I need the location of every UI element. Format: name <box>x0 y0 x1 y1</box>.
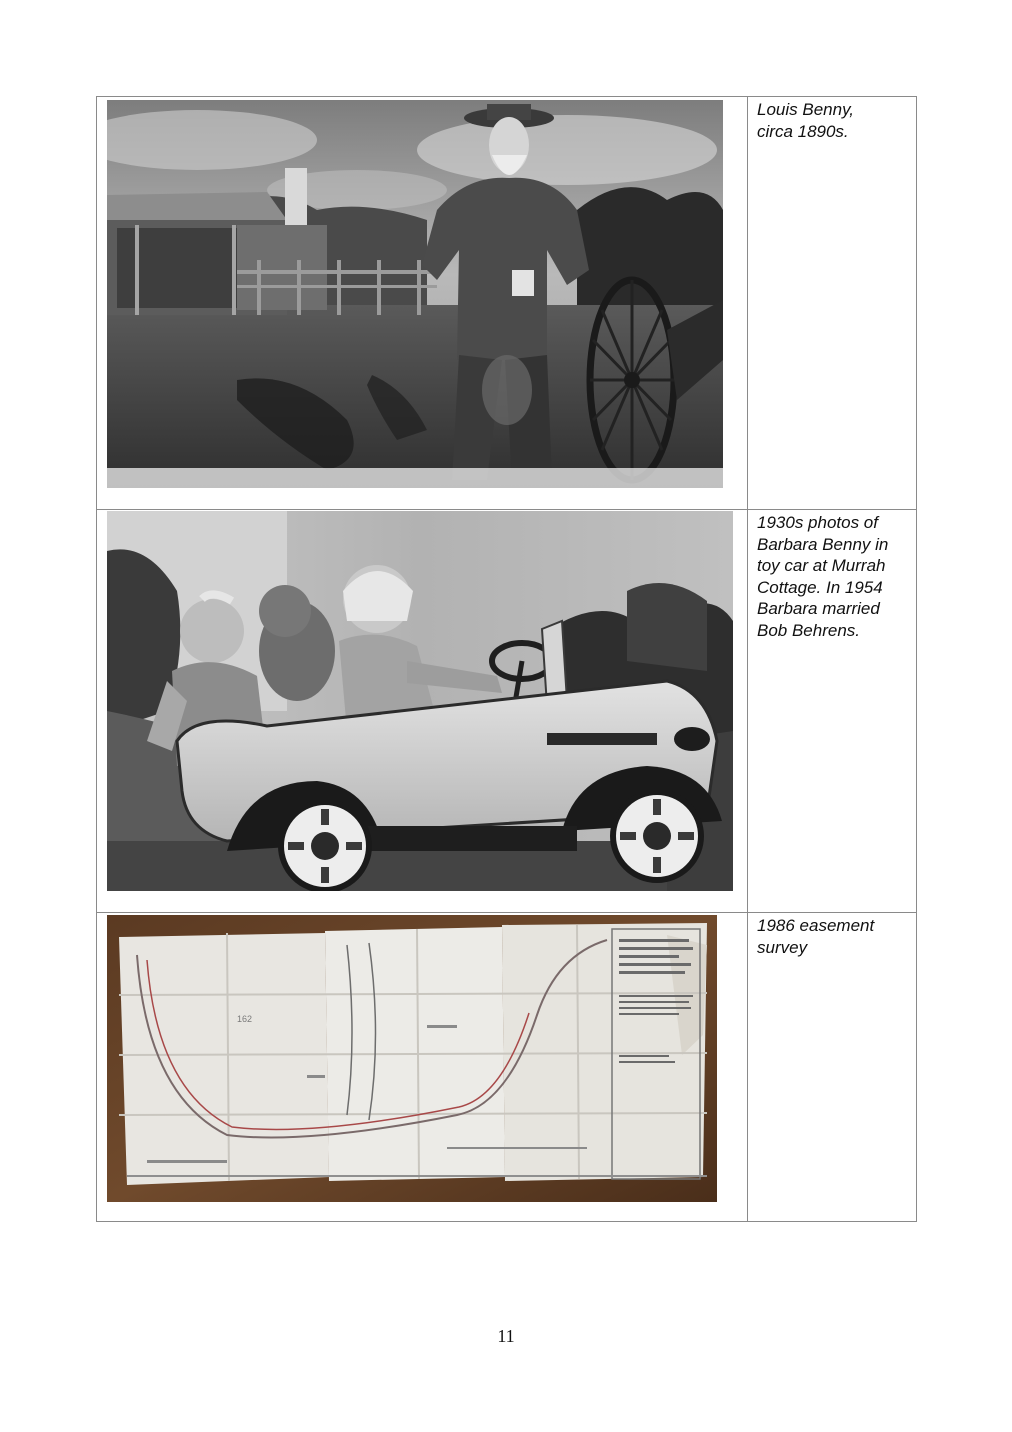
caption-louis-benny: Louis Benny, circa 1890s. <box>757 100 855 141</box>
caption-cell <box>748 97 917 510</box>
caption-cell <box>748 913 917 1222</box>
photo-cell <box>97 913 748 1222</box>
louis-benny-photo <box>107 100 723 488</box>
photo-cell <box>97 510 748 913</box>
table-row <box>97 510 917 913</box>
photo-cell <box>97 97 748 510</box>
survey-lot-number: 162 <box>237 1014 253 1024</box>
table-row <box>97 97 917 510</box>
caption-easement-survey: 1986 easement survey <box>757 916 875 957</box>
table-row <box>97 913 917 1222</box>
page-number: 11 <box>497 1326 515 1346</box>
photo-table <box>96 96 917 1222</box>
toy-car-photo <box>107 511 733 891</box>
caption-barbara-benny: 1930s photos of Barbara Benny in toy car at Murrah Cottage. In 1954 Barbara married Bob Behrens. <box>757 513 889 640</box>
easement-survey-photo <box>107 915 717 1202</box>
caption-cell <box>748 510 917 913</box>
